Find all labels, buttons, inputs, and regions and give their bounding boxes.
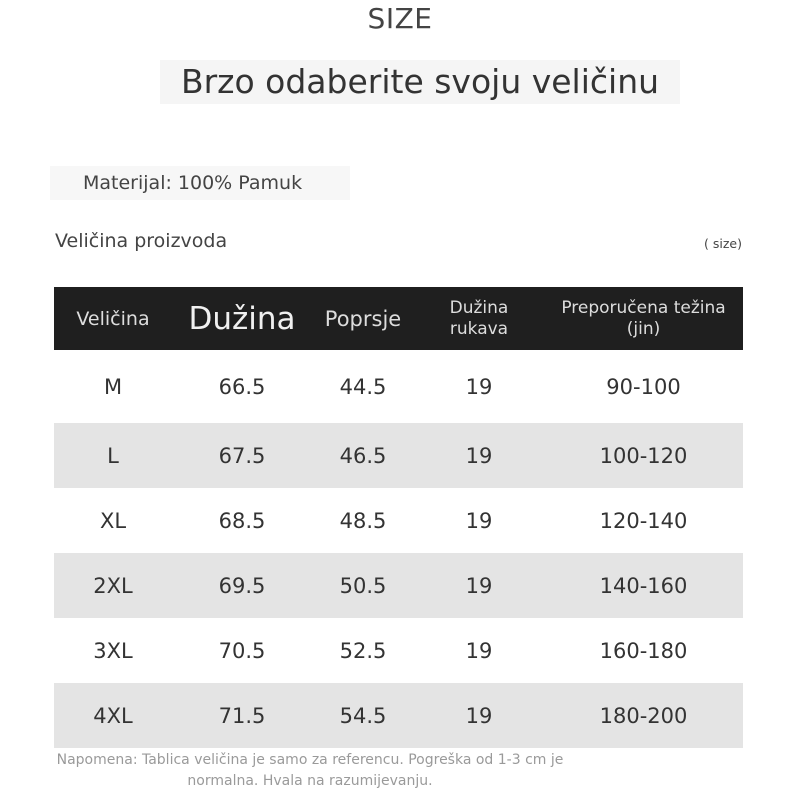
cell-length: 69.5	[172, 553, 312, 618]
table-row	[54, 618, 743, 683]
cell-sleeve: 19	[414, 423, 544, 488]
cell-length: 71.5	[172, 683, 312, 748]
header-weight-line2: (jin)	[626, 318, 661, 339]
cell-sleeve: 19	[414, 683, 544, 748]
header-sleeve-line2: rukava	[449, 318, 509, 339]
product-size-label: Veličina proizvoda	[55, 230, 228, 252]
cell-sleeve: 19	[465, 508, 493, 533]
table-row	[54, 683, 743, 748]
cell-length: 68.5	[218, 508, 266, 533]
cell-chest: 52.5	[339, 638, 387, 663]
header-sleeve-line1: Dužina	[449, 297, 509, 318]
cell-weight: 100-120	[544, 423, 743, 488]
header-row	[54, 287, 743, 350]
header-recommended-weight	[544, 287, 743, 350]
cell-chest: 54.5	[312, 683, 414, 748]
size-table	[54, 287, 743, 748]
cell-size: 2XL	[54, 553, 172, 618]
size-unit-note: ( size)	[704, 236, 742, 251]
cell-length: 67.5	[172, 423, 312, 488]
cell-sleeve: 19	[465, 638, 493, 663]
table-row	[54, 488, 743, 553]
cell-weight: 180-200	[544, 683, 743, 748]
cell-size: 4XL	[54, 683, 172, 748]
header-chest: Poprsje	[312, 287, 414, 350]
cell-sleeve: 19	[465, 374, 493, 399]
table-row	[54, 350, 743, 423]
cell-size: 3XL	[93, 638, 133, 663]
cell-chest: 44.5	[339, 374, 387, 399]
cell-length: 66.5	[218, 374, 266, 399]
material-label: Materijal: 100% Pamuk	[50, 166, 350, 200]
table-row	[54, 553, 743, 618]
cell-chest: 48.5	[339, 508, 387, 533]
cell-chest: 46.5	[312, 423, 414, 488]
cell-chest: 50.5	[312, 553, 414, 618]
cell-weight: 140-160	[544, 553, 743, 618]
size-title: SIZE	[367, 2, 433, 35]
page-subtitle: Brzo odaberite svoju veličinu	[160, 60, 680, 104]
cell-size: XL	[99, 508, 127, 533]
cell-weight: 120-140	[599, 508, 688, 533]
cell-sleeve: 19	[414, 553, 544, 618]
table-row	[54, 423, 743, 488]
header-sleeve-length	[414, 287, 544, 350]
size-table-header	[54, 287, 743, 350]
header-size: Veličina	[54, 287, 172, 350]
size-table-body	[54, 350, 743, 748]
header-weight-line1: Preporučena težina	[561, 297, 726, 318]
cell-size: L	[54, 423, 172, 488]
header-length: Dužina	[172, 287, 312, 350]
footnote: Napomena: Tablica veličina je samo za referencu. Pogreška od 1-3 cm je normalna. Hvala na razumijevanju.	[56, 752, 564, 789]
cell-weight: 90-100	[606, 374, 681, 399]
cell-size: M	[103, 374, 123, 399]
cell-weight: 160-180	[599, 638, 688, 663]
cell-length: 70.5	[218, 638, 266, 663]
